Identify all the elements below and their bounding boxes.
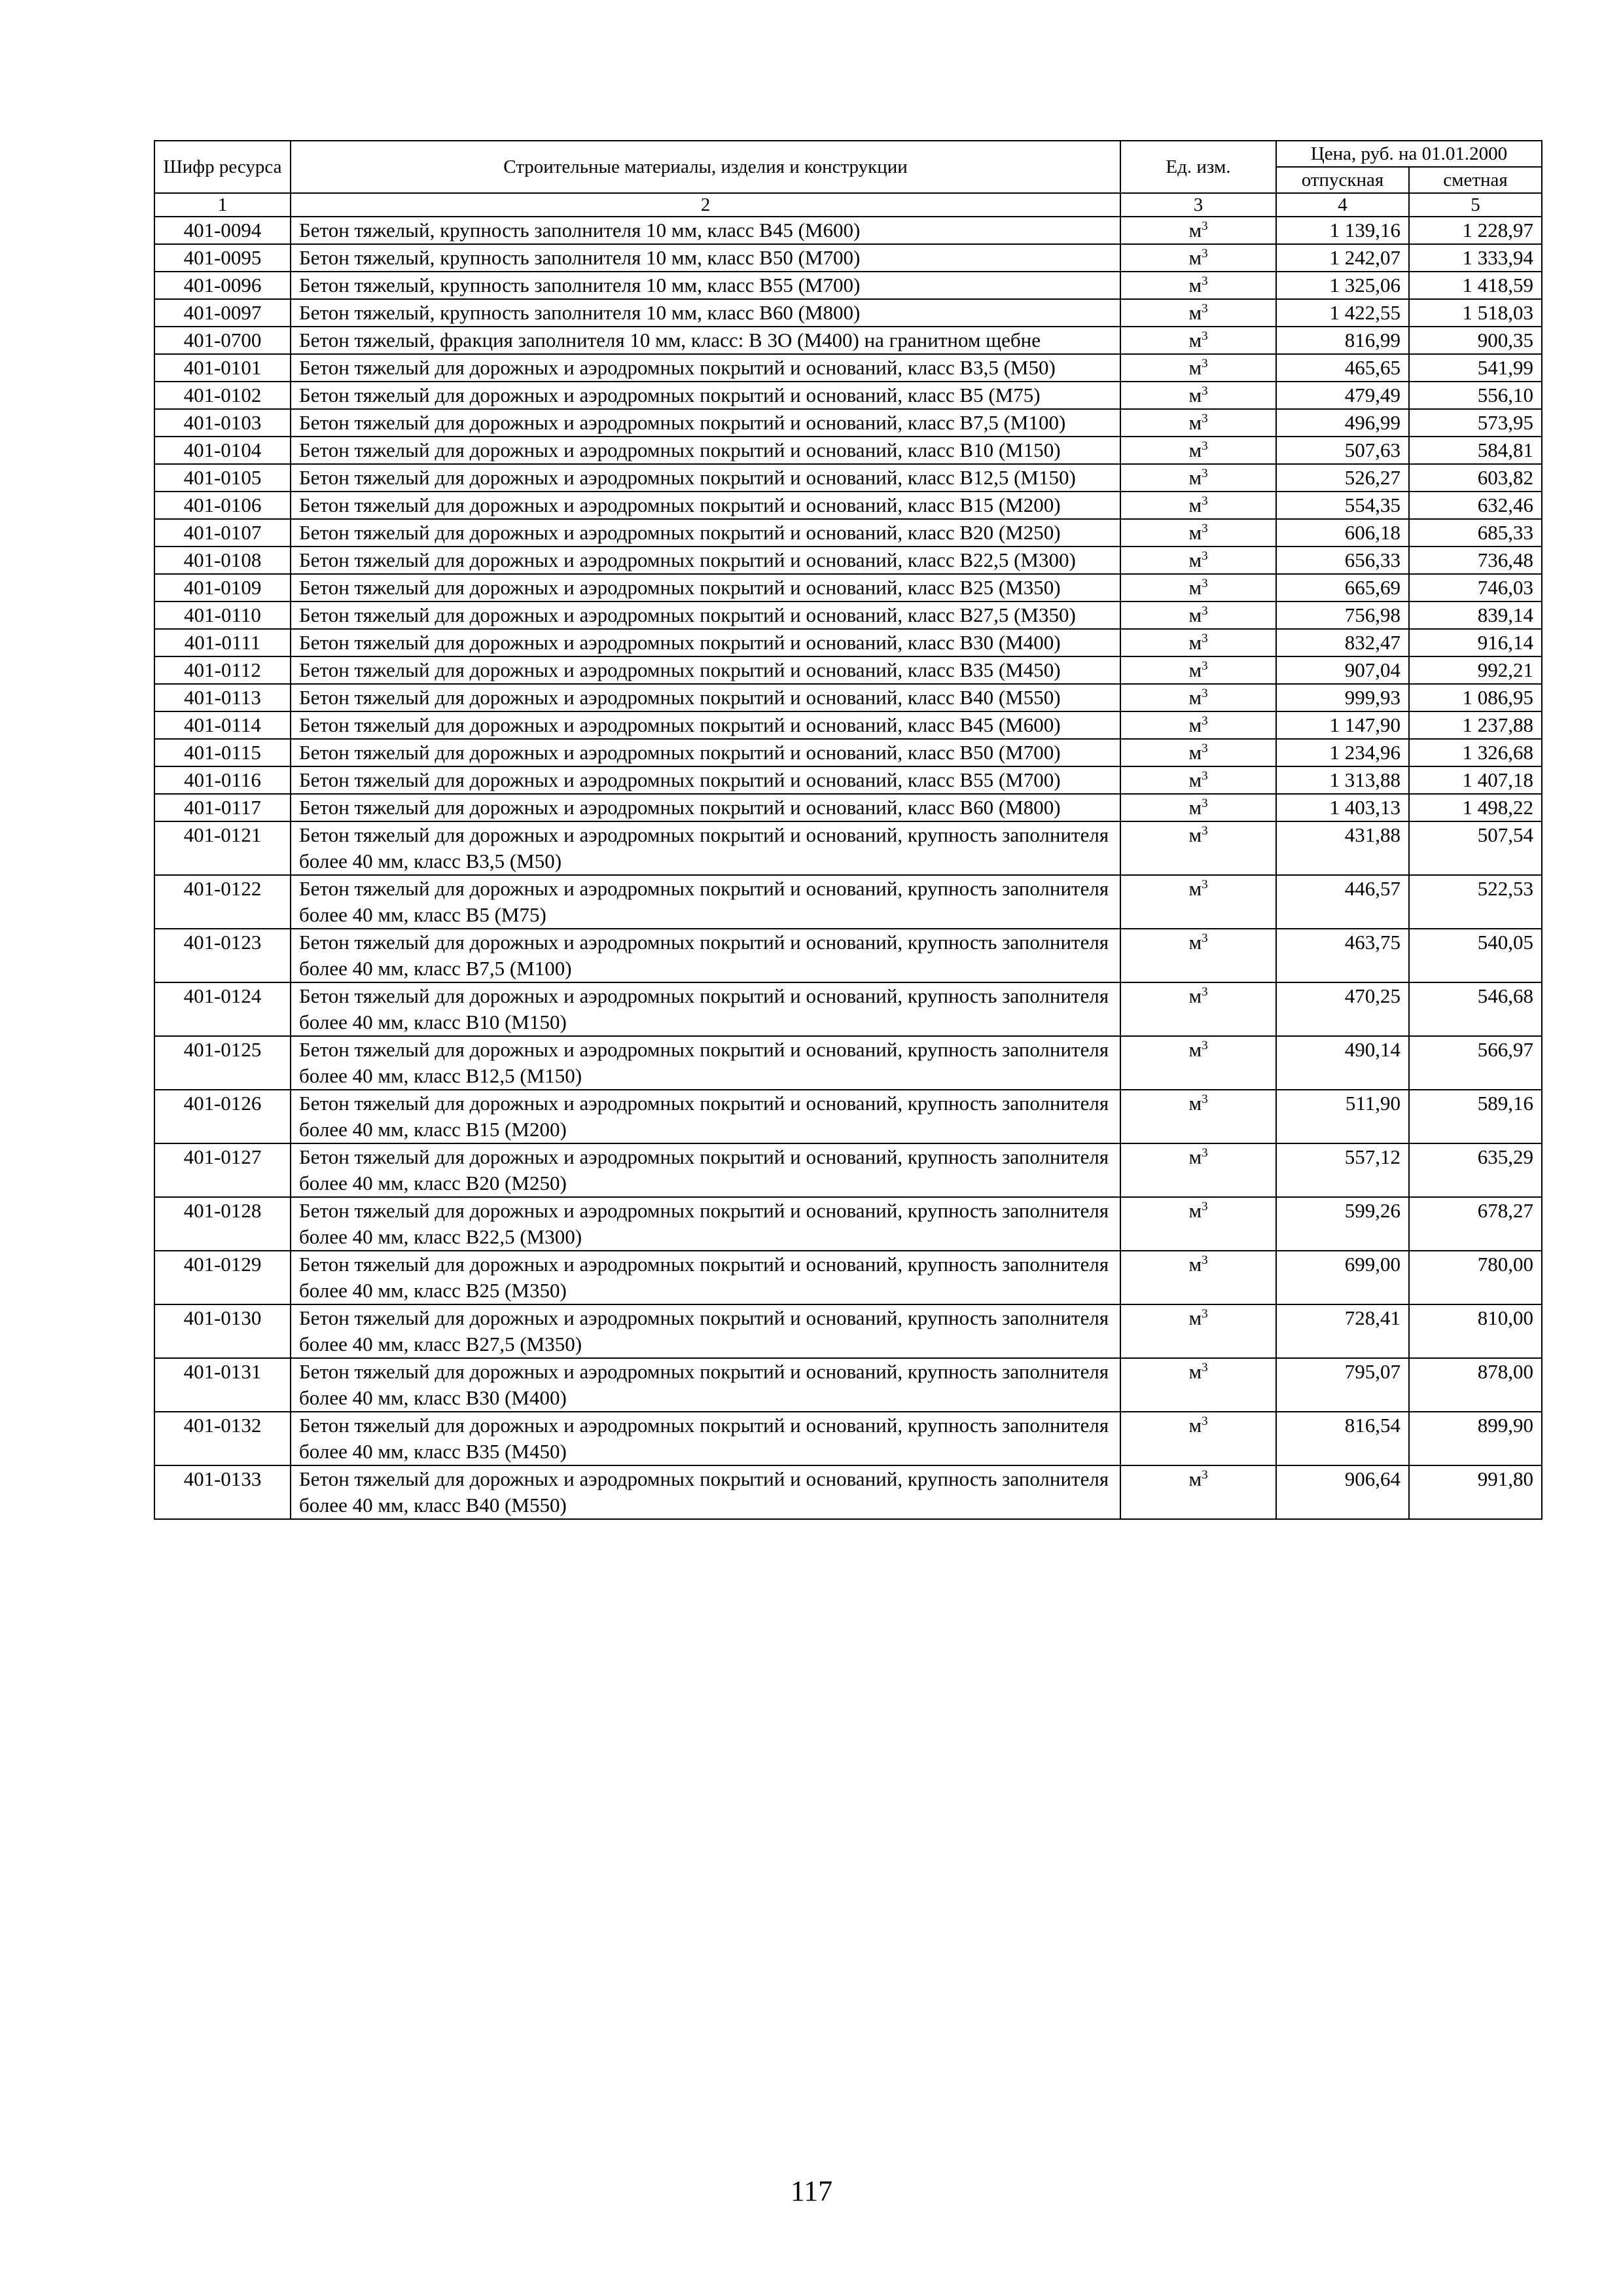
table-row [154,766,1542,794]
unit-cell [1120,299,1276,327]
unit-base: м [1188,329,1202,351]
unit-exponent: 3 [1202,1039,1208,1052]
unit-cell [1120,492,1276,519]
unit-cell [1120,547,1276,574]
unit-cell [1120,217,1276,244]
estimate-price: 556,10 [1409,382,1542,409]
resource-code: 401-0130 [154,1304,291,1358]
resource-code: 401-0112 [154,656,291,684]
material-name: Бетон тяжелый для дорожных и аэродромных покрытий и оснований, класс В50 (М700) [291,739,1120,766]
unit-exponent: 3 [1202,931,1208,945]
unit-base: м [1188,931,1202,954]
material-name: Бетон тяжелый для дорожных и аэродромных покрытий и оснований, класс В35 (М450) [291,656,1120,684]
unit-cell [1120,1304,1276,1358]
release-price: 816,54 [1276,1412,1409,1465]
unit-exponent: 3 [1202,1468,1208,1482]
release-price: 1 139,16 [1276,217,1409,244]
material-name: Бетон тяжелый для дорожных и аэродромных покрытий и оснований, крупность заполнителя более 40 мм, класс В27,5 (М350) [291,1304,1120,1358]
unit-base: м [1188,1360,1202,1383]
unit-cell [1120,766,1276,794]
header-row [154,141,1542,167]
estimate-price: 916,14 [1409,629,1542,656]
release-price: 999,93 [1276,684,1409,711]
table-row [154,1143,1542,1197]
estimate-price: 746,03 [1409,574,1542,601]
material-name: Бетон тяжелый для дорожных и аэродромных покрытий и оснований, крупность заполнителя более 40 мм, класс В12,5 (М150) [291,1036,1120,1090]
unit-base: м [1188,741,1202,764]
release-price: 756,98 [1276,601,1409,629]
resource-code: 401-0133 [154,1465,291,1519]
resource-code: 401-0121 [154,821,291,875]
table-row [154,794,1542,821]
release-price: 479,49 [1276,382,1409,409]
unit-exponent: 3 [1202,824,1208,838]
unit-base: м [1188,1253,1202,1276]
resource-code: 401-0113 [154,684,291,711]
resource-code: 401-0111 [154,629,291,656]
table-row [154,519,1542,547]
estimate-price: 1 237,88 [1409,711,1542,739]
unit-cell [1120,409,1276,437]
table-row [154,982,1542,1036]
unit-cell [1120,739,1276,766]
release-price: 599,26 [1276,1197,1409,1251]
release-price: 446,57 [1276,875,1409,929]
unit-cell [1120,629,1276,656]
table-row [154,601,1542,629]
unit-exponent: 3 [1202,549,1208,563]
unit-cell [1120,382,1276,409]
unit-exponent: 3 [1202,247,1208,260]
material-name: Бетон тяжелый, крупность заполнителя 10 мм, класс В50 (М700) [291,244,1120,272]
column-number: 3 [1120,193,1276,217]
page-number: 117 [790,2175,833,2207]
unit-exponent: 3 [1202,742,1208,755]
table-row [154,875,1542,929]
unit-exponent: 3 [1202,329,1208,343]
unit-base: м [1188,219,1202,242]
resource-code: 401-0125 [154,1036,291,1090]
unit-cell [1120,656,1276,684]
resource-code: 401-0126 [154,1090,291,1143]
release-price: 511,90 [1276,1090,1409,1143]
unit-exponent: 3 [1202,1200,1208,1213]
material-name: Бетон тяжелый для дорожных и аэродромных покрытий и оснований, класс В10 (М150) [291,437,1120,464]
column-number: 5 [1409,193,1542,217]
unit-cell [1120,519,1276,547]
table-row [154,1465,1542,1519]
unit-base: м [1188,658,1202,681]
estimate-price: 900,35 [1409,327,1542,354]
unit-base: м [1188,603,1202,626]
estimate-price: 1 498,22 [1409,794,1542,821]
release-price: 1 325,06 [1276,272,1409,299]
release-price: 490,14 [1276,1036,1409,1090]
table-row [154,656,1542,684]
release-price: 1 403,13 [1276,794,1409,821]
release-price: 907,04 [1276,656,1409,684]
material-name: Бетон тяжелый для дорожных и аэродромных покрытий и оснований, крупность заполнителя более 40 мм, класс В5 (М75) [291,875,1120,929]
table-row [154,244,1542,272]
release-price: 431,88 [1276,821,1409,875]
unit-base: м [1188,356,1202,379]
release-price: 526,27 [1276,464,1409,492]
unit-exponent: 3 [1202,219,1208,233]
material-name: Бетон тяжелый для дорожных и аэродромных покрытий и оснований, класс В12,5 (М150) [291,464,1120,492]
unit-base: м [1188,877,1202,900]
table-row [154,272,1542,299]
column-number: 4 [1276,193,1409,217]
material-name: Бетон тяжелый для дорожных и аэродромных покрытий и оснований, класс В45 (М600) [291,711,1120,739]
material-name: Бетон тяжелый для дорожных и аэродромных покрытий и оснований, крупность заполнителя более 40 мм, класс В25 (М350) [291,1251,1120,1304]
resource-code: 401-0103 [154,409,291,437]
resource-code: 401-0104 [154,437,291,464]
resource-code: 401-0109 [154,574,291,601]
release-price: 470,25 [1276,982,1409,1036]
unit-cell [1120,272,1276,299]
release-price: 816,99 [1276,327,1409,354]
unit-base: м [1188,768,1202,791]
resource-code: 401-0115 [154,739,291,766]
table-row [154,354,1542,382]
resource-code: 401-0110 [154,601,291,629]
material-name: Бетон тяжелый для дорожных и аэродромных покрытий и оснований, крупность заполнителя более 40 мм, класс В30 (М400) [291,1358,1120,1412]
material-name: Бетон тяжелый для дорожных и аэродромных покрытий и оснований, крупность заполнителя более 40 мм, класс В7,5 (М100) [291,929,1120,982]
release-price: 699,00 [1276,1251,1409,1304]
table-row [154,382,1542,409]
material-name: Бетон тяжелый для дорожных и аэродромных покрытий и оснований, класс В60 (М800) [291,794,1120,821]
unit-exponent: 3 [1202,604,1208,618]
estimate-price: 632,46 [1409,492,1542,519]
unit-base: м [1188,796,1202,819]
resource-code: 401-0129 [154,1251,291,1304]
unit-cell [1120,1197,1276,1251]
unit-base: м [1188,301,1202,324]
release-price: 1 313,88 [1276,766,1409,794]
release-price: 906,64 [1276,1465,1409,1519]
estimate-price: 991,80 [1409,1465,1542,1519]
unit-exponent: 3 [1202,439,1208,453]
unit-exponent: 3 [1202,522,1208,535]
table-row [154,1412,1542,1465]
material-name: Бетон тяжелый для дорожных и аэродромных покрытий и оснований, крупность заполнителя более 40 мм, класс В22,5 (М300) [291,1197,1120,1251]
unit-exponent: 3 [1202,384,1208,398]
estimate-price: 1 518,03 [1409,299,1542,327]
resource-code: 401-0096 [154,272,291,299]
unit-exponent: 3 [1202,1414,1208,1428]
unit-cell [1120,1412,1276,1465]
material-name: Бетон тяжелый для дорожных и аэродромных покрытий и оснований, класс В3,5 (М50) [291,354,1120,382]
estimate-price: 878,00 [1409,1358,1542,1412]
unit-base: м [1188,1145,1202,1168]
estimate-price: 546,68 [1409,982,1542,1036]
estimate-price: 603,82 [1409,464,1542,492]
unit-cell [1120,327,1276,354]
resource-code: 401-0095 [154,244,291,272]
estimate-price: 810,00 [1409,1304,1542,1358]
material-name: Бетон тяжелый для дорожных и аэродромных покрытий и оснований, класс В15 (М200) [291,492,1120,519]
table-row [154,739,1542,766]
table-row [154,547,1542,574]
table-row [154,1304,1542,1358]
material-name: Бетон тяжелый для дорожных и аэродромных покрытий и оснований, класс В40 (М550) [291,684,1120,711]
unit-cell [1120,354,1276,382]
estimate-price: 1 326,68 [1409,739,1542,766]
unit-exponent: 3 [1202,687,1208,700]
unit-base: м [1188,439,1202,461]
release-price: 832,47 [1276,629,1409,656]
resource-code: 401-0117 [154,794,291,821]
unit-cell [1120,929,1276,982]
release-price: 554,35 [1276,492,1409,519]
unit-cell [1120,1036,1276,1090]
release-price: 606,18 [1276,519,1409,547]
unit-base: м [1188,1414,1202,1437]
table-row [154,437,1542,464]
estimate-price: 573,95 [1409,409,1542,437]
header-code: Шифр ресурса [154,141,291,193]
unit-cell [1120,601,1276,629]
table-row [154,1358,1542,1412]
table-body [154,217,1542,1519]
resource-code: 401-0102 [154,382,291,409]
resource-code: 401-0101 [154,354,291,382]
table-row [154,409,1542,437]
release-price: 656,33 [1276,547,1409,574]
header-name: Строительные материалы, изделия и конструкции [291,141,1120,193]
material-name: Бетон тяжелый для дорожных и аэродромных покрытий и оснований, класс В7,5 (М100) [291,409,1120,437]
unit-base: м [1188,1306,1202,1329]
unit-cell [1120,711,1276,739]
unit-exponent: 3 [1202,577,1208,590]
unit-exponent: 3 [1202,412,1208,425]
unit-exponent: 3 [1202,1253,1208,1267]
table-row [154,684,1542,711]
resource-code: 401-0122 [154,875,291,929]
unit-base: м [1188,576,1202,599]
resource-code: 401-0700 [154,327,291,354]
resource-code: 401-0108 [154,547,291,574]
unit-exponent: 3 [1202,797,1208,810]
unit-base: м [1188,1467,1202,1490]
estimate-price: 541,99 [1409,354,1542,382]
table-row [154,464,1542,492]
unit-exponent: 3 [1202,1361,1208,1374]
material-name: Бетон тяжелый для дорожных и аэродромных покрытий и оснований, класс В5 (М75) [291,382,1120,409]
release-price: 1 147,90 [1276,711,1409,739]
unit-exponent: 3 [1202,274,1208,288]
unit-cell [1120,684,1276,711]
estimate-price: 685,33 [1409,519,1542,547]
unit-exponent: 3 [1202,714,1208,728]
table-row [154,217,1542,244]
release-price: 795,07 [1276,1358,1409,1412]
table-row [154,1090,1542,1143]
price-table [154,140,1543,1520]
release-price: 465,65 [1276,354,1409,382]
estimate-price: 780,00 [1409,1251,1542,1304]
estimate-price: 1 407,18 [1409,766,1542,794]
material-name: Бетон тяжелый для дорожных и аэродромных покрытий и оснований, крупность заполнителя более 40 мм, класс В10 (М150) [291,982,1120,1036]
column-number: 2 [291,193,1120,217]
resource-code: 401-0131 [154,1358,291,1412]
unit-exponent: 3 [1202,357,1208,370]
resource-code: 401-0128 [154,1197,291,1251]
column-number-row [154,193,1542,217]
estimate-price: 992,21 [1409,656,1542,684]
material-name: Бетон тяжелый для дорожных и аэродромных покрытий и оснований, класс В55 (М700) [291,766,1120,794]
unit-base: м [1188,713,1202,736]
estimate-price: 1 333,94 [1409,244,1542,272]
resource-code: 401-0097 [154,299,291,327]
unit-cell [1120,574,1276,601]
resource-code: 401-0105 [154,464,291,492]
unit-cell [1120,1251,1276,1304]
unit-cell [1120,821,1276,875]
unit-exponent: 3 [1202,659,1208,673]
material-name: Бетон тяжелый для дорожных и аэродромных покрытий и оснований, класс В20 (М250) [291,519,1120,547]
table-row [154,1251,1542,1304]
header-release-price: отпускная [1276,167,1409,193]
unit-base: м [1188,1038,1202,1061]
unit-cell [1120,794,1276,821]
material-name: Бетон тяжелый, крупность заполнителя 10 мм, класс В60 (М800) [291,299,1120,327]
unit-base: м [1188,984,1202,1007]
unit-base: м [1188,1092,1202,1115]
material-name: Бетон тяжелый для дорожных и аэродромных покрытий и оснований, класс В27,5 (М350) [291,601,1120,629]
unit-cell [1120,437,1276,464]
material-name: Бетон тяжелый для дорожных и аэродромных покрытий и оснований, крупность заполнителя более 40 мм, класс В15 (М200) [291,1090,1120,1143]
resource-code: 401-0124 [154,982,291,1036]
unit-cell [1120,982,1276,1036]
table-row [154,1197,1542,1251]
unit-base: м [1188,493,1202,516]
unit-base: м [1188,384,1202,406]
material-name: Бетон тяжелый, крупность заполнителя 10 мм, класс В45 (М600) [291,217,1120,244]
material-name: Бетон тяжелый для дорожных и аэродромных покрытий и оснований, крупность заполнителя более 40 мм, класс В3,5 (М50) [291,821,1120,875]
material-name: Бетон тяжелый для дорожных и аэродромных покрытий и оснований, крупность заполнителя более 40 мм, класс В20 (М250) [291,1143,1120,1197]
table-row [154,929,1542,982]
unit-exponent: 3 [1202,467,1208,480]
estimate-price: 1 086,95 [1409,684,1542,711]
release-price: 463,75 [1276,929,1409,982]
estimate-price: 678,27 [1409,1197,1542,1251]
table-row [154,492,1542,519]
column-number: 1 [154,193,291,217]
unit-cell [1120,464,1276,492]
unit-exponent: 3 [1202,1307,1208,1321]
table-row [154,711,1542,739]
table-row [154,1036,1542,1090]
resource-code: 401-0106 [154,492,291,519]
resource-code: 401-0123 [154,929,291,982]
material-name: Бетон тяжелый для дорожных и аэродромных покрытий и оснований, крупность заполнителя более 40 мм, класс В35 (М450) [291,1412,1120,1465]
estimate-price: 589,16 [1409,1090,1542,1143]
unit-exponent: 3 [1202,302,1208,315]
unit-cell [1120,244,1276,272]
unit-base: м [1188,1199,1202,1222]
release-price: 496,99 [1276,409,1409,437]
release-price: 557,12 [1276,1143,1409,1197]
estimate-price: 584,81 [1409,437,1542,464]
table-row [154,299,1542,327]
estimate-price: 1 418,59 [1409,272,1542,299]
release-price: 1 422,55 [1276,299,1409,327]
unit-exponent: 3 [1202,878,1208,891]
unit-base: м [1188,823,1202,846]
estimate-price: 635,29 [1409,1143,1542,1197]
unit-exponent: 3 [1202,494,1208,508]
table-row [154,327,1542,354]
table-row [154,574,1542,601]
release-price: 728,41 [1276,1304,1409,1358]
estimate-price: 540,05 [1409,929,1542,982]
unit-exponent: 3 [1202,1092,1208,1106]
material-name: Бетон тяжелый для дорожных и аэродромных покрытий и оснований, класс В25 (М350) [291,574,1120,601]
material-name: Бетон тяжелый, фракция заполнителя 10 мм, класс: В 3О (М400) на гранитном щебне [291,327,1120,354]
table-row [154,821,1542,875]
release-price: 507,63 [1276,437,1409,464]
unit-base: м [1188,246,1202,269]
unit-cell [1120,1358,1276,1412]
unit-cell [1120,1465,1276,1519]
estimate-price: 522,53 [1409,875,1542,929]
header-price: Цена, руб. на 01.01.2000 [1276,141,1542,167]
header-estimate-price: сметная [1409,167,1542,193]
material-name: Бетон тяжелый для дорожных и аэродромных покрытий и оснований, крупность заполнителя более 40 мм, класс В40 (М550) [291,1465,1120,1519]
estimate-price: 899,90 [1409,1412,1542,1465]
resource-code: 401-0114 [154,711,291,739]
unit-base: м [1188,411,1202,434]
release-price: 1 242,07 [1276,244,1409,272]
resource-code: 401-0094 [154,217,291,244]
material-name: Бетон тяжелый, крупность заполнителя 10 мм, класс В55 (М700) [291,272,1120,299]
release-price: 665,69 [1276,574,1409,601]
price-table-container [154,140,1541,1520]
unit-base: м [1188,521,1202,544]
table-row [154,629,1542,656]
estimate-price: 566,97 [1409,1036,1542,1090]
unit-exponent: 3 [1202,769,1208,783]
unit-exponent: 3 [1202,1146,1208,1160]
unit-base: м [1188,548,1202,571]
estimate-price: 1 228,97 [1409,217,1542,244]
unit-cell [1120,875,1276,929]
resource-code: 401-0127 [154,1143,291,1197]
unit-base: м [1188,466,1202,489]
resource-code: 401-0116 [154,766,291,794]
estimate-price: 736,48 [1409,547,1542,574]
unit-cell [1120,1090,1276,1143]
estimate-price: 839,14 [1409,601,1542,629]
unit-base: м [1188,631,1202,654]
material-name: Бетон тяжелый для дорожных и аэродромных покрытий и оснований, класс В30 (М400) [291,629,1120,656]
estimate-price: 507,54 [1409,821,1542,875]
unit-exponent: 3 [1202,985,1208,999]
unit-base: м [1188,274,1202,296]
resource-code: 401-0132 [154,1412,291,1465]
release-price: 1 234,96 [1276,739,1409,766]
unit-exponent: 3 [1202,632,1208,645]
header-unit: Ед. изм. [1120,141,1276,193]
material-name: Бетон тяжелый для дорожных и аэродромных покрытий и оснований, класс В22,5 (М300) [291,547,1120,574]
resource-code: 401-0107 [154,519,291,547]
unit-base: м [1188,686,1202,709]
unit-cell [1120,1143,1276,1197]
